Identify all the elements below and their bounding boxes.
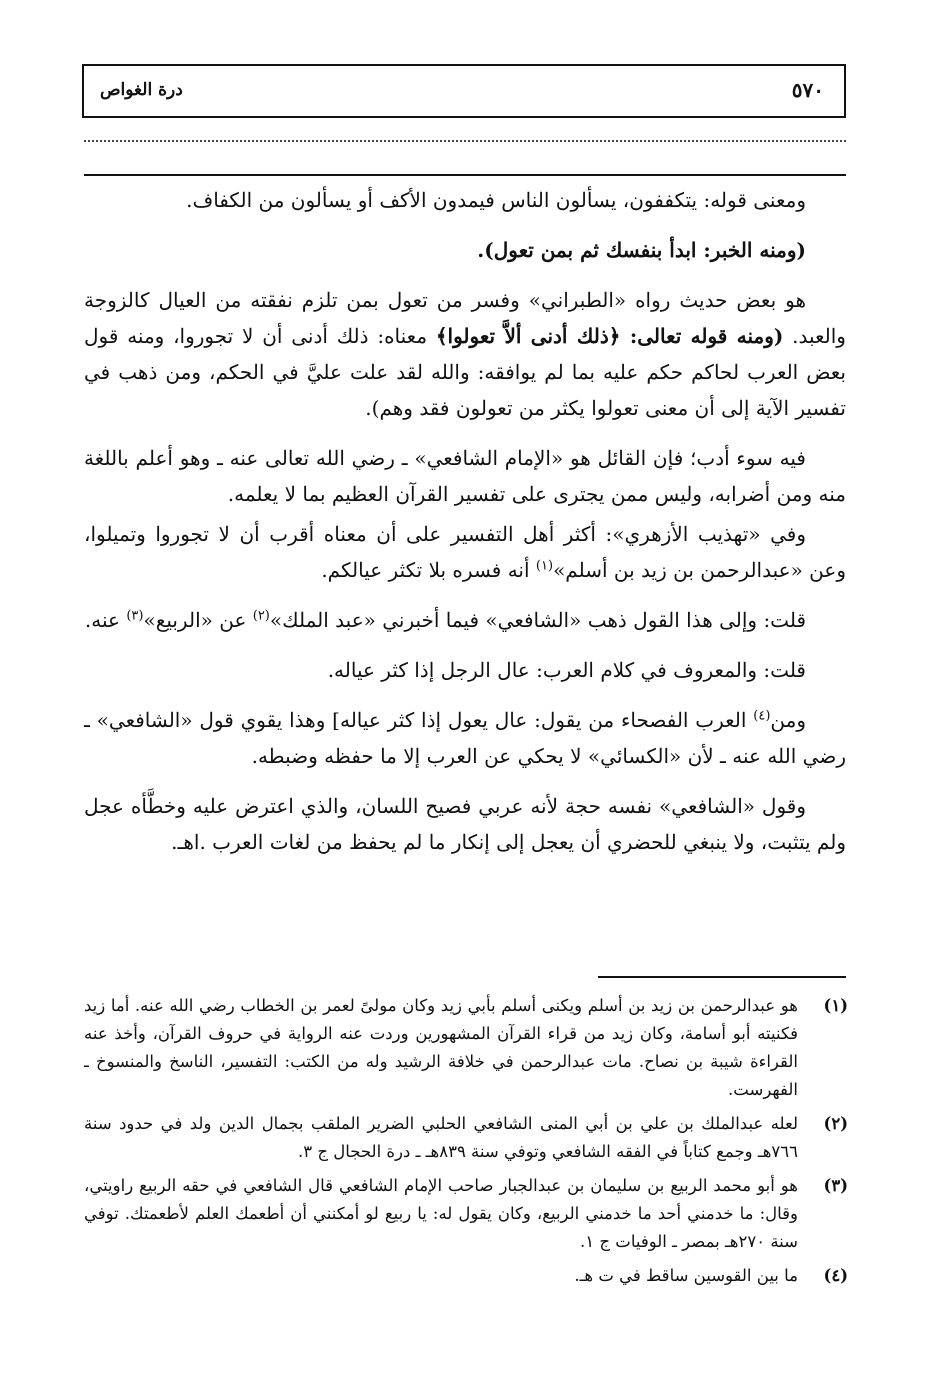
paragraph-text: ومعنى قوله: يتكففون، يسألون الناس فيمدون الأكف أو يسألون من الكفاف. [186,188,806,212]
paragraph-text: هو بعض حديث رواه «الطبراني» وفسر من تعول بمن تلزم نفقته من العيال كالزوجة والعبد. [84,288,846,348]
paragraph [84,788,846,860]
main-text [84,182,846,874]
dotted-divider [84,140,846,142]
paragraph-text: عنه. [84,608,127,632]
footnote-number: (١) [823,996,848,1015]
footnote [84,992,848,1104]
footnote-text: لعله عبدالملك بن علي بن أبي المنى الشافعي الحلبي الضرير الملقب بجمال الدين ولد في حدود سنة ٧٦٦هـ وجمع كتاباً في الفقه الشافعي وتوفي سنة ٨٣٩هـ ـ درة الحجال ج ٣. [84,1114,798,1161]
footnote [84,1262,848,1290]
paragraph [84,282,846,426]
paragraph-heading [84,232,846,268]
running-title: درة الغواص [100,80,183,100]
paragraph-text: العرب الفصحاء من يقول: عال يعول إذا كثر عياله] وهذا يقوي قول «الشافعي» ـ رضي الله عنه ـ لأن «الكسائي» لا يحكي عن العرب إلا ما حفظه وضبطه. [84,708,846,768]
footnote-number: (٤) [823,1266,848,1285]
footnote-number: (٢) [823,1114,848,1133]
text-top-rule [84,174,846,176]
paragraph [84,440,846,512]
paragraph-text: وفي «تهذيب الأزهري»: أكثر أهل التفسير على أن معناه أقرب أن لا تجوروا وتميلوا، وعن «عبدالرحمن بن زيد بن أسلم» [84,522,846,582]
footnote-reference: (٢) [252,608,270,624]
footnotes [84,992,848,1296]
paragraph-text: (ومنه الخبر: ابدأ بنفسك ثم بمن تعول). [477,238,806,262]
page-header [82,64,846,118]
paragraph-text: قلت: والمعروف في كلام العرب: عال الرجل إذا كثر عياله. [327,658,806,682]
paragraph [84,602,846,638]
paragraph-text: أنه فسره بلا تكثر عيالكم. [321,558,536,582]
paragraph [84,516,846,588]
paragraph-text: قلت: وإلى هذا القول ذهب «الشافعي» فيما أخبرني «عبد الملك» [269,608,806,632]
paragraph-text: ومن [770,708,806,732]
footnote [84,1110,848,1166]
footnote-text: هو عبدالرحمن بن زيد بن أسلم ويكنى أسلم بأبي زيد وكان مولىً لعمر بن الخطاب رضي الله عنه. أما زيد فكنيته أبو أسامة، وكان زيد من قراء القرآن المشهورين وردت عنه الرواية في حروف القرآن، وأخذ عنه القراءة شيبة بن نصاح. مات عبدالرحمن في خلافة الرشيد وله من الكتب: التفسير، الناسخ والمنسوخ ـ الفهرست. [84,996,798,1099]
footnote-text: ما بين القوسين ساقط في ت هـ. [574,1266,798,1285]
footnote-number: (٣) [823,1176,848,1195]
paragraph [84,182,846,218]
footnote [84,1172,848,1256]
footnote-separator [598,976,846,978]
footnote-reference: (٣) [126,608,144,624]
paragraph-text: عن «الربيع» [143,608,253,632]
paragraph-text: فيه سوء أدب؛ فإن القائل هو «الإمام الشافعي» ـ رضي الله تعالى عنه ـ وهو أعلم باللغة منه ومن أضرابه، وليس ممن يجترى على تفسير القرآن العظيم بما لا يعلمه. [84,446,846,506]
footnote-reference: (٤) [753,708,771,724]
footnote-text: هو أبو محمد الربيع بن سليمان بن عبدالجبار صاحب الإمام الشافعي قال الشافعي في حقه الربيع راويتي، وقال: ما خدمني أحد ما خدمني الربيع، وكان يقول له: يا ربيع لو أمكنني أن أطعمك العلم لأطعمتك. توفي سنة ٢٧٠هـ بمصر ـ الوفيات ج ١. [84,1176,798,1251]
footnote-reference: (١) [535,558,554,574]
paragraph-text: وقول «الشافعي» نفسه حجة لأنه عربي فصيح اللسان، والذي اعترض عليه وخطَّأه عجل ولم يتثبت، ولا ينبغي للحضري أن يعجل إلى إنكار ما لم يحفظ من لغات العرب .اهـ. [84,794,846,854]
page-number: ٥٧٠ [791,78,824,102]
paragraph [84,652,846,688]
paragraph-text: معناه: ذلك أدنى أن لا تجوروا، ومنه قول بعض العرب لحاكم حكم عليه بما لم يوافقه: والله لقد علت عليَّ في الحكم، ومن ذهب في تفسير الآية إلى أن معنى تعولوا يكثر من تعولون فقد وهم). [84,324,846,420]
quran-quote: (ومنه قوله تعالى: ﴿ذلك أدنى ألاَّ تعولوا﴾ [435,324,784,348]
paragraph [84,702,846,774]
